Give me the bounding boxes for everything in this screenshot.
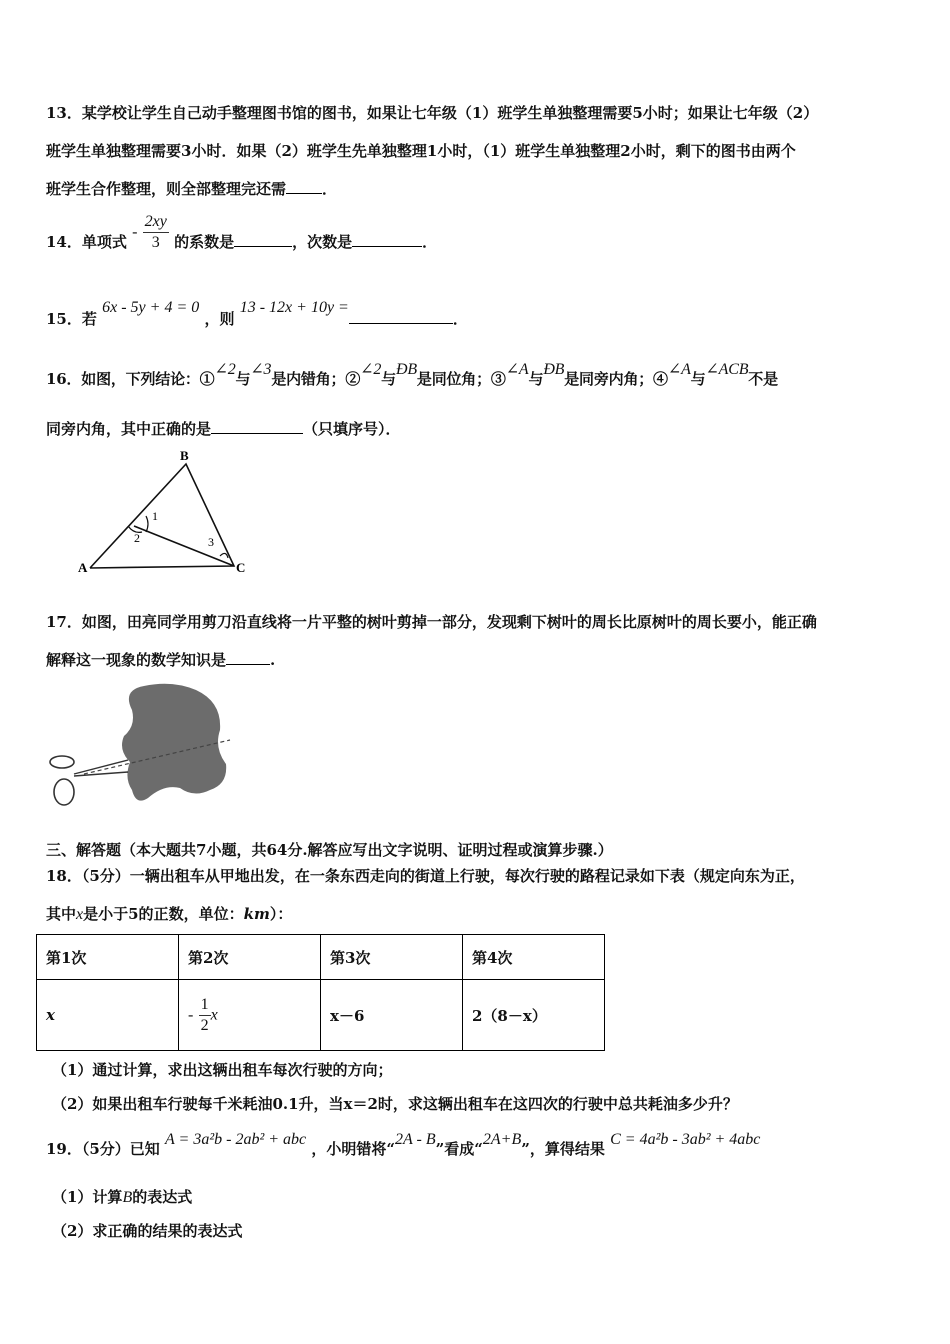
q14-blank-2 (352, 232, 422, 247)
q14-blank-1 (234, 232, 292, 247)
table-header-3: 第3次 (321, 935, 463, 980)
q13-line-1: 13．某学校让学生自己动手整理图书馆的图书，如果让七年级（1）班学生单独整理需要5小时；如果让七年级（2） (46, 104, 819, 122)
q17-end: . (270, 651, 276, 669)
q18-line-1: 18．（5分）一辆出租车从甲地出发，在一条东西走向的街道上行驶，每次行驶的路程记录如下表（规定向东为正， (46, 867, 805, 885)
table-cell-1 (37, 980, 179, 1051)
cell-2-fraction (199, 995, 211, 1036)
q13-end: ． (322, 180, 338, 198)
q18-line-2 (46, 903, 292, 924)
q14-line (46, 212, 437, 253)
q13-answer-blank (286, 179, 322, 194)
q16-text-3: 与 (381, 370, 396, 388)
q16-line-2-text: 同旁内角，其中正确的是 (46, 420, 212, 438)
leaf-scissors-figure (44, 680, 244, 816)
q13-line-2: 班学生单独整理需要3小时．如果（2）班学生先单独整理1小时，（1）班学生单独整理2小时，剩下的图书由两个 (46, 142, 796, 160)
q19-a-expression: A = 3a²b - 2ab² + abc (165, 1131, 307, 1148)
cell-2-denominator: 2 (200, 1016, 209, 1034)
table-header-1: 第1次 (37, 935, 179, 980)
label-angle-2: 2 (134, 531, 140, 545)
table-cell-2 (179, 980, 321, 1051)
q16-text-8: 不是 (748, 370, 778, 388)
q15-equation: 6x - 5y + 4 = 0 (102, 299, 200, 316)
cell-2-x: x (210, 1006, 218, 1023)
q17-line-1: 17．如图，田亮同学用剪刀沿直线将一片平整的树叶剪掉一部分，发现剩下树叶的周长比原树叶的周长要小，能正确 (46, 613, 817, 631)
q16-line-1 (46, 358, 778, 388)
scissors-handle-upper (50, 756, 74, 768)
q16-prefix: 16．如图，下列结论：① (46, 370, 215, 388)
q18-line2-b: 是小于5的正数，单位： (83, 905, 244, 923)
q15-expression: 13 - 12x + 10y = (239, 299, 349, 316)
q16-line-2 (46, 418, 401, 439)
q16-angle-b-1: ÐB (395, 361, 417, 378)
scissors-handle-lower (54, 779, 74, 805)
q16-text-4: 是同位角；③ (416, 370, 506, 388)
q19-prefix: 19．（5分）已知 (46, 1140, 160, 1158)
q19-c-expression: C = 4a²b - 3ab² + 4abc (610, 1131, 761, 1148)
q19-line (46, 1128, 761, 1158)
q16-angle-3: ∠3 (250, 361, 272, 378)
cell-2-numerator: 1 (199, 995, 211, 1016)
table-header-2: 第2次 (179, 935, 321, 980)
q15-prefix: 15．若 (46, 310, 97, 328)
q17-line-2 (46, 649, 275, 670)
q19-mid-1: ，小明错将“ (311, 1140, 396, 1158)
q17-line-2-text: 解释这一现象的数学知识是 (46, 651, 227, 669)
q16-angle-acb: ∠ACB (705, 361, 749, 378)
q19-sub1-a: （1）计算 (52, 1188, 123, 1206)
q16-text-1: 与 (235, 370, 251, 388)
q18-sub-1: （1）通过计算，求出这辆出租车每次行驶的方向； (52, 1061, 393, 1079)
cevian-line (134, 526, 234, 566)
cell-1-x: x (46, 1006, 55, 1024)
q19-mid-2: ”看成“ (435, 1140, 483, 1158)
q18-distance-table (36, 934, 605, 1051)
q13-line-3 (46, 178, 337, 199)
q13-text: 班学生合作整理，则全部整理完还需 (46, 180, 287, 198)
q16-line-2-end: （只填序号）． (303, 420, 401, 438)
q19-wrong-expr: 2A - B (395, 1131, 436, 1148)
label-b: B (180, 448, 189, 463)
q15-end: ． (452, 310, 468, 328)
q16-answer-blank (211, 419, 303, 434)
table-header-row (37, 935, 605, 980)
q18-line2-a: 其中 (46, 905, 77, 923)
q16-angle-a-2: ∠A (667, 361, 691, 378)
q15-line (46, 296, 468, 328)
q14-frac-denominator: 3 (151, 234, 160, 251)
q16-angle-b-2: ÐB (543, 361, 565, 378)
angle-arc-3 (220, 553, 228, 558)
triangle-figure (70, 446, 280, 582)
label-c: C (236, 560, 246, 575)
q19-mid-3: ”，算得结果 (521, 1140, 605, 1158)
leaf-shape (122, 684, 226, 801)
q19-sub1-b: 的表达式 (132, 1188, 193, 1206)
q19-sub1-b-var: B (122, 1189, 133, 1206)
q14-neg-sign: - (132, 223, 138, 241)
q14-mid2: ，次数是 (292, 232, 353, 251)
label-a: A (78, 560, 88, 575)
q16-text-5: 与 (528, 370, 544, 388)
q16-angle-2b: ∠2 (360, 361, 382, 378)
q16-text-7: 与 (690, 370, 706, 388)
q16-text-2: 是内错角；② (271, 370, 361, 388)
q14-end: ． (422, 232, 438, 251)
table-row (37, 980, 605, 1051)
q15-then: ，则 (204, 310, 235, 328)
label-angle-1: 1 (152, 509, 158, 523)
cell-2-neg: - (188, 1006, 194, 1023)
q14-frac-numerator: 2xy (143, 212, 169, 233)
section-3-header: 三、解答题（本大题共7小题，共64分.解答应写出文字说明、证明过程或演算步骤.） (46, 841, 613, 859)
q19-seen-expr: 2A+B (482, 1131, 522, 1148)
q18-line2-c: ）： (269, 905, 293, 923)
q14-fraction (143, 212, 169, 253)
q16-angle-2a: ∠2 (214, 361, 236, 378)
triangle-outline (90, 464, 234, 568)
q17-answer-blank (226, 650, 270, 665)
q16-text-6: 是同旁内角；④ (564, 370, 668, 388)
table-cell-3: x－6 (321, 980, 463, 1051)
q18-sub-2: （2）如果出租车行驶每千米耗油0.1升，当x＝2时，求这辆出租车在这四次的行驶中总共耗油多少升？ (52, 1095, 738, 1113)
q18-line2-x: x (76, 906, 84, 923)
table-cell-4: 2（8－x） (463, 980, 605, 1051)
q15-answer-blank (349, 309, 453, 324)
q16-angle-a-1: ∠A (505, 361, 529, 378)
angle-arc-1 (146, 516, 148, 532)
q19-sub-1 (52, 1186, 192, 1207)
q14-prefix: 14．单项式 (46, 232, 127, 251)
q19-sub-2: （2）求正确的结果的表达式 (52, 1222, 243, 1240)
table-header-4: 第4次 (463, 935, 605, 980)
label-angle-3: 3 (208, 535, 214, 549)
q18-line2-km: km (243, 905, 270, 923)
q14-mid: 的系数是 (174, 232, 235, 251)
